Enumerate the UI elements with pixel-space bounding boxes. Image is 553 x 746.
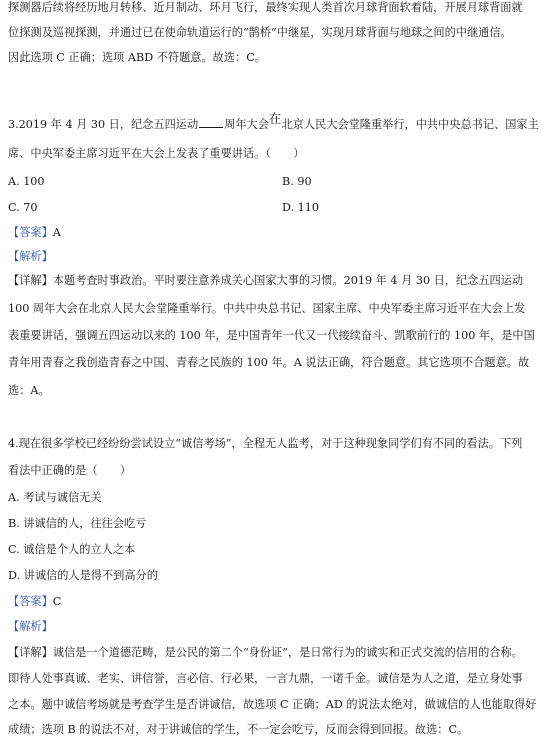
q3-detail-line-3: 表重要讲话，强调五四运动以来的 100 年，是中国青年一代又一代接续奋斗、凯歌前行的 100 年，是中国 xyxy=(8,329,535,342)
q4-option-d: D. 讲诚信的人是得不到高分的 xyxy=(8,569,158,582)
q3-detail-first: 本题考查时事政治。平时要注意养成关心国家大事的习惯。2019 年 4 月 30 日，纪念五四运动 xyxy=(52,274,524,287)
q4-option-a: A. 考试与诚信无关 xyxy=(8,491,102,504)
q4-detail-label: 【详解】 xyxy=(8,646,53,659)
q4-detail-line-1 xyxy=(8,645,523,661)
q3-stem-part-b: 周年大会 xyxy=(224,118,269,131)
q4-answer-label: 【答案】 xyxy=(8,595,53,608)
q3-option-b: B. 90 xyxy=(282,175,312,188)
q3-stem-line-2: 席、中央军委主席习近平在大会上发表了重要讲话。（ ） xyxy=(8,147,305,160)
q3-answer xyxy=(8,225,61,241)
q4-detail-line-4: 成绩；选项 B 的说法不对，对于讲诚信的学生，不一定会吃亏，反而会得到回报。故选：C。 xyxy=(8,723,469,736)
q4-stem-line-2: 看法中正确的是（ ） xyxy=(8,464,132,477)
q3-answer-label: 【答案】 xyxy=(8,226,53,239)
q3-option-a: A. 100 xyxy=(8,175,45,188)
q3-detail-line-4: 青年用青春之我创造青春之中国、青春之民族的 100 年。A 说法正确，符合题意。其它选项不合题意。故 xyxy=(8,356,530,369)
q4-detail-line-3: 之本。题中诚信考场就是考查学生是否讲诚信，故选项 C 正确；AD 的说法太绝对，做诚信的人也能取得好 xyxy=(8,698,537,711)
q4-answer-value: C xyxy=(52,595,62,608)
q3-stem-part-a: 3.2019 年 4 月 30 日，纪念五四运动 xyxy=(8,118,199,131)
q3-fill-blank xyxy=(199,116,223,128)
q4-answer xyxy=(8,594,61,610)
q4-detail-first: 诚信是一个道德范畴，是公民的第二个“身份证”，是日常行为的诚实和正式交流的信用的合称。 xyxy=(52,646,523,659)
q3-option-d: D. 110 xyxy=(282,201,320,214)
q4-analysis-label: 【解析】 xyxy=(8,620,53,633)
q3-detail-line-5: 选：A。 xyxy=(8,384,50,397)
q4-option-c: C. 诚信是个人的立人之本 xyxy=(8,543,136,556)
q3-option-c: C. 70 xyxy=(8,201,38,214)
intro-line-2: 位探测及巡视探测，并通过已在使命轨道运行的“鹊桥”中继星，实现月球背面与地球之间的中继通信。 xyxy=(8,26,512,39)
q3-stem-line-1 xyxy=(8,111,539,133)
q4-option-b: B. 讲诚信的人，往往会吃亏 xyxy=(8,517,147,530)
q3-answer-value: A xyxy=(52,226,61,239)
q4-detail-line-2: 即待人处事真诚、老实、讲信誉，言必信、行必果，一言九鼎，一诺千金。诚信是为人之道，是立身处事 xyxy=(8,672,523,685)
intro-line-1: 探测器后续将经历地月转移、近月制动、环月飞行，最终实现人类首次月球背面软着陆，开展月球背面就 xyxy=(8,1,523,14)
q3-detail-label: 【详解】 xyxy=(8,274,53,287)
q3-stem-part-c: 在 xyxy=(268,111,282,126)
q4-stem-line-1: 4.现在很多学校已经纷纷尝试设立“诚信考场”，全程无人监考，对于这种现象同学们有不同的看法。下列 xyxy=(8,437,523,450)
q3-detail-line-2: 100 周年大会在北京人民大会堂隆重举行。中共中央总书记、国家主席、中央军委主席习近平在大会上发 xyxy=(8,302,526,315)
q3-analysis-label: 【解析】 xyxy=(8,250,53,263)
q3-stem-part-d: 北京人民大会堂隆重举行，中共中央总书记、国家主 xyxy=(281,118,539,131)
q3-detail-line-1 xyxy=(8,273,523,289)
intro-line-3: 因此选项 C 正确；选项 ABD 不符题意。故选：C。 xyxy=(8,51,266,64)
